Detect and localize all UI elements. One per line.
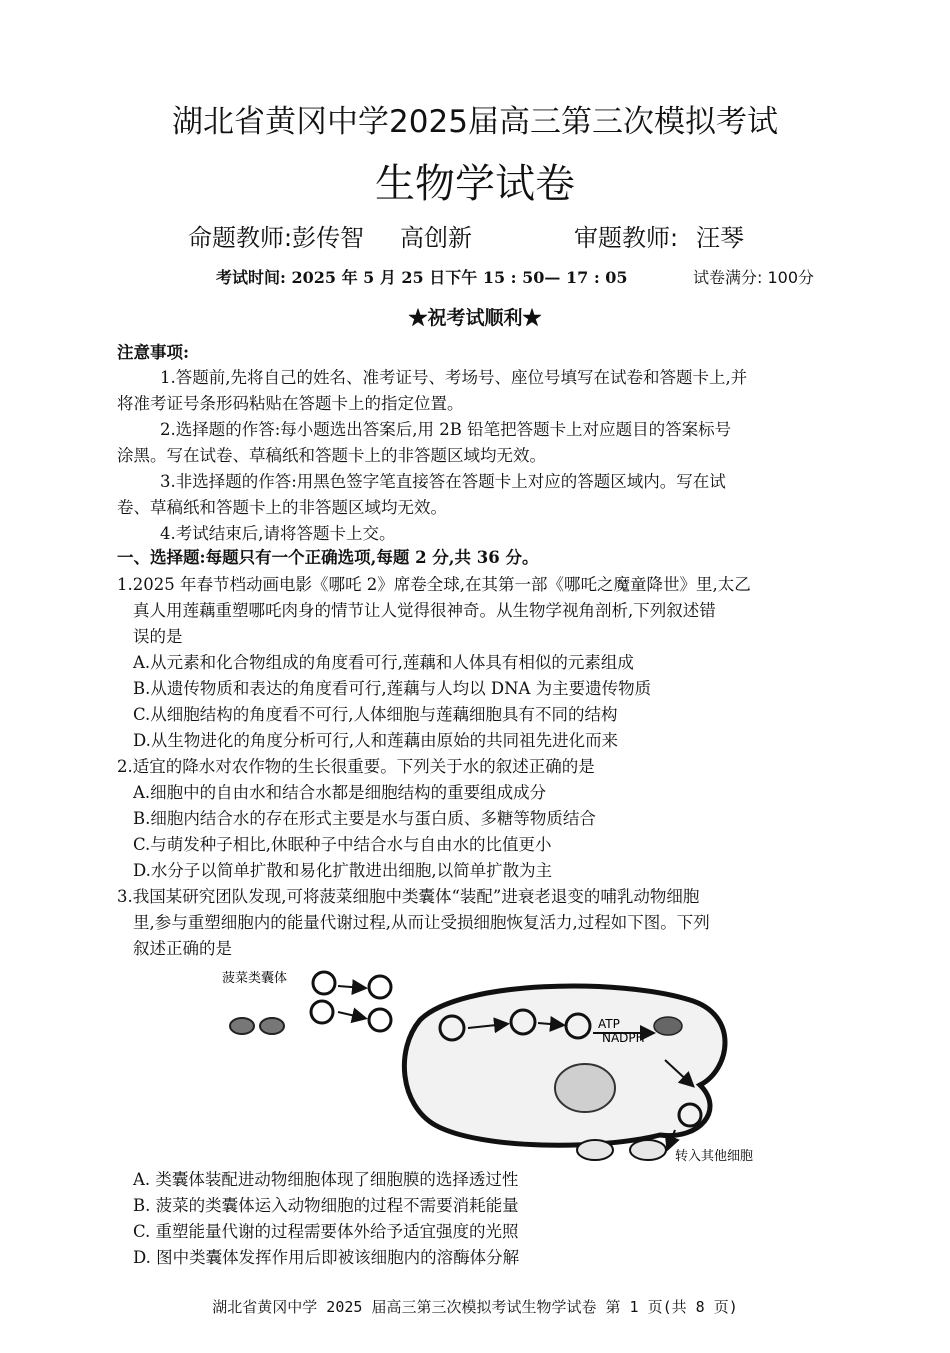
good-luck-banner: ★祝考试顺利★ <box>408 307 542 329</box>
mitochondrion-icon <box>654 1017 682 1035</box>
notice-line: 将准考证号条形码粘贴在答题卡上的指定位置。 <box>117 394 464 413</box>
notice-line: 涂黑。写在试卷、草稿纸和答题卡上的非答题区域均无效。 <box>117 446 546 465</box>
q3-stem: 里,参与重塑细胞内的能量代谢过程,从而让受损细胞恢复活力,过程如下图。下列 <box>133 913 710 932</box>
q1-option-a: A.从元素和化合物组成的角度看可行,莲藕和人体具有相似的元素组成 <box>133 653 634 672</box>
q3-stem: 叙述正确的是 <box>133 939 232 958</box>
section-heading: 一、选择题:每题只有一个正确选项,每题 2 分,共 36 分。 <box>117 548 539 567</box>
chloroplast-icon <box>230 1018 284 1034</box>
q2-option-c: C.与萌发种子相比,休眠种子中结合水与自由水的比值更小 <box>133 835 552 854</box>
q3-stem: 3.我国某研究团队发现,可将菠菜细胞中类囊体“装配”进衰老退变的哺乳动物细胞 <box>117 887 700 906</box>
q1-option-c: C.从细胞结构的角度看不可行,人体细胞与莲藕细胞具有不同的结构 <box>133 705 618 724</box>
subject-title: 生物学试卷 <box>375 161 575 207</box>
q1-option-d: D.从生物进化的角度分析可行,人和莲藕由原始的共同祖先进化而来 <box>133 731 619 750</box>
atp-label: ATP <box>598 1017 620 1031</box>
q3-figure <box>220 960 780 1170</box>
page-footer: 湖北省黄冈中学 2025 届高三第三次模拟考试生物学试卷 第 1 页(共 8 页) <box>212 1298 738 1316</box>
q1-stem: 真人用莲藕重塑哪吒肉身的情节让人觉得很神奇。从生物学视角剖析,下列叙述错 <box>133 601 716 620</box>
q2-stem: 2.适宜的降水对农作物的生长很重要。下列关于水的叙述正确的是 <box>117 757 595 776</box>
q2-option-d: D.水分子以简单扩散和易化扩散进出细胞,以简单扩散为主 <box>133 861 553 880</box>
q3-option-d: D. 图中类囊体发挥作用后即被该细胞内的溶酶体分解 <box>133 1248 520 1267</box>
q3-option-c: C. 重塑能量代谢的过程需要体外给予适宜强度的光照 <box>133 1222 519 1241</box>
notice-line: 1.答题前,先将自己的姓名、准考证号、考场号、座位号填写在试卷和答题卡上,并 <box>160 368 748 387</box>
authors-label: 命题教师:彭传智 <box>188 224 365 252</box>
notice-line: 3.非选择题的作答:用黑色签字笔直接答在答题卡上对应的答题区域内。写在试 <box>160 472 726 491</box>
reviewer-label: 审题教师: <box>574 224 679 252</box>
q2-option-a: A.细胞中的自由水和结合水都是细胞结构的重要组成成分 <box>133 783 547 802</box>
notice-line: 卷、草稿纸和答题卡上的非答题区域均无效。 <box>117 498 447 517</box>
full-score: 试卷满分: 100分 <box>693 268 815 287</box>
q3-option-a: A. 类囊体装配进动物细胞体现了细胞膜的选择透过性 <box>133 1170 519 1189</box>
nucleus-icon <box>555 1064 615 1112</box>
thylakoid-icon <box>311 972 391 1031</box>
exam-title: 湖北省黄冈中学2025届高三第三次模拟考试 <box>172 104 778 140</box>
q3-option-b: B. 菠菜的类囊体运入动物细胞的过程不需要消耗能量 <box>133 1196 519 1215</box>
notice-line: 2.选择题的作答:每小题选出答案后,用 2B 铅笔把答题卡上对应题目的答案标号 <box>160 420 732 439</box>
notice-line: 4.考试结束后,请将答题卡上交。 <box>160 524 396 543</box>
exam-time: 考试时间: 2025 年 5 月 25 日下午 15 : 50— 17 : 05 <box>216 268 628 287</box>
nadph-label: NADPH <box>602 1031 645 1045</box>
q2-option-b: B.细胞内结合水的存在形式主要是水与蛋白质、多糖等物质结合 <box>133 809 596 828</box>
q1-stem: 误的是 <box>133 627 183 646</box>
notice-heading: 注意事项: <box>117 343 190 362</box>
reviewer-name: 汪琴 <box>696 224 744 252</box>
q1-option-b: B.从遗传物质和表达的角度看可行,莲藕与人均以 DNA 为主要遗传物质 <box>133 679 652 698</box>
thylakoid-label: 菠菜类囊体 <box>222 971 288 986</box>
transfer-label: 转入其他细胞 <box>675 1149 754 1164</box>
q1-stem: 1.2025 年春节档动画电影《哪吒 2》席卷全球,在其第一部《哪吒之魔童降世》里,太乙 <box>117 575 751 594</box>
author-2: 高创新 <box>400 224 472 252</box>
animal-cell-membrane <box>404 986 725 1145</box>
